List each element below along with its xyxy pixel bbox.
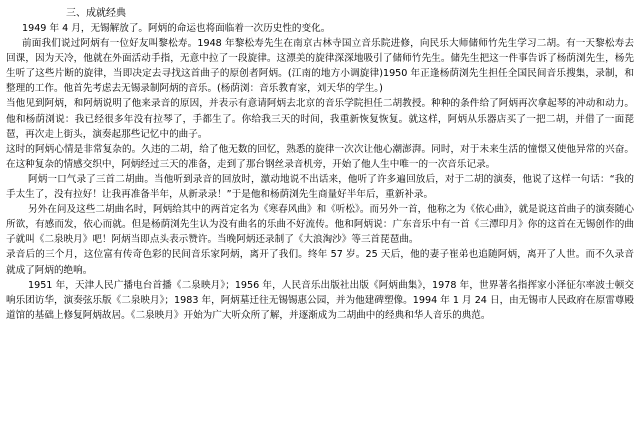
paragraph-li-songshou: 前面我们说过阿炳有一位好友叫黎松寿。1948 年黎松寿先生在南京古林寺国立音乐院进修，向民乐大师储师竹先生学习二胡。有一天黎松寿去回课，因为天冷，他就在外面活动手指，无意中拉了一段旋律。这漂美的旋律深深地吸引了储师竹先生。储先生把这一件事告诉了杨荫浏先生，杨先生听了这些片断的旋律，当即决定去寻找这首曲子的原创者阿炳。(江南的地方小调旋律)1950 年正逢杨荫浏先生担任全国民间音乐搜集，录制，和整理的工作。他首先考虑去无锡录制阿炳的音乐。(杨荫浏：音乐教育家，刘天华的学生。) xyxy=(6,38,634,95)
paragraph-complex-feelings: 这时的阿炳心情是非常复杂的。久违的二胡，给了他无数的回忆，熟悉的旋律一次次让他心潮澎湃。同时，对于未来生活的憧憬又使他异常的兴奋。在这种复杂的情感交织中，阿炳经过三天的准备，走到了那台钢丝录音机旁，开始了他人生中唯一的一次音乐记录。 xyxy=(6,143,634,170)
paragraph-naming-pieces: 另外在问及这些二胡曲名时，阿炳给其中的两首定名为《寒春风曲》和《听松》。而另外一首，他称之为《依心曲》，就是说这首曲子的演奏随心所欲，有感而发，依心而就。但是杨荫浏先生认为没有曲名的乐曲不好流传。他和阿炳说：广东音乐中有一首《三潭印月》你的这首在无锡创作的曲子就叫《二泉映月》吧！阿炳当即点头表示赞许。当晚阿炳还录制了《大浪淘沙》等三首琵琶曲。 xyxy=(6,204,634,246)
paragraph-three-erhu-pieces: 阿炳一口气录了三首二胡曲。当他听到录音的回放时，激动地说不出话来，他听了许多遍回放后，对于二胡的演奏，他说了这样一句话：“我的手太生了，没有拉好！让我再准备半年，从新录录！”于是他和杨荫浏先生商量好半年后，重新补录。 xyxy=(6,173,634,201)
section-heading: 三、成就经典 xyxy=(66,8,126,19)
paragraph-recording-invitation: 当他见到阿炳，和阿炳说明了他来录音的原因，并表示有意请阿炳去北京的音乐学院担任二胡教授。种种的条件给了阿炳再次拿起琴的冲动和动力。他和杨荫浏说：我已经很多年没有拉琴了，手都生了。你给我三天的时间，我重新恢复恢复。就这样，阿炳从乐器店买了一把二胡，并借了一面琵琶，再次走上街头，演奏起那些记忆中的曲子。 xyxy=(6,98,634,140)
paragraph-legacy: 1951 年，天津人民广播电台首播《二泉映月》；1956 年，人民音乐出版社出版《阿炳曲集》，1978 年，世界著名指挥家小泽征尔率波士顿交响乐团访华，演奏弦乐版《二泉映月》；1983 年，阿炳墓迁往无锡锡惠公园，并为他建碑塑像。1994 年 1 月 24 日，由无锡市人民政府在原雷尊殿道馆的基础上修复阿炳故居。《二泉映月》开始为广大听众所了解，并逐渐成为二胡曲中的经典和华人音乐的典范。 xyxy=(6,279,634,321)
paragraph-passing-away: 录音后的三个月，这位富有传奇色彩的民间音乐家阿炳，离开了我们。终年 57 岁。25 天后，他的妻子崔弟也追随阿炳，离开了人世。而不久录音就成了阿炳的绝响。 xyxy=(6,249,634,276)
paragraph-liberation: 1949 年 4 月，无锡解放了。阿炳的命运也将面临着一次历史性的变化。 xyxy=(22,23,331,34)
